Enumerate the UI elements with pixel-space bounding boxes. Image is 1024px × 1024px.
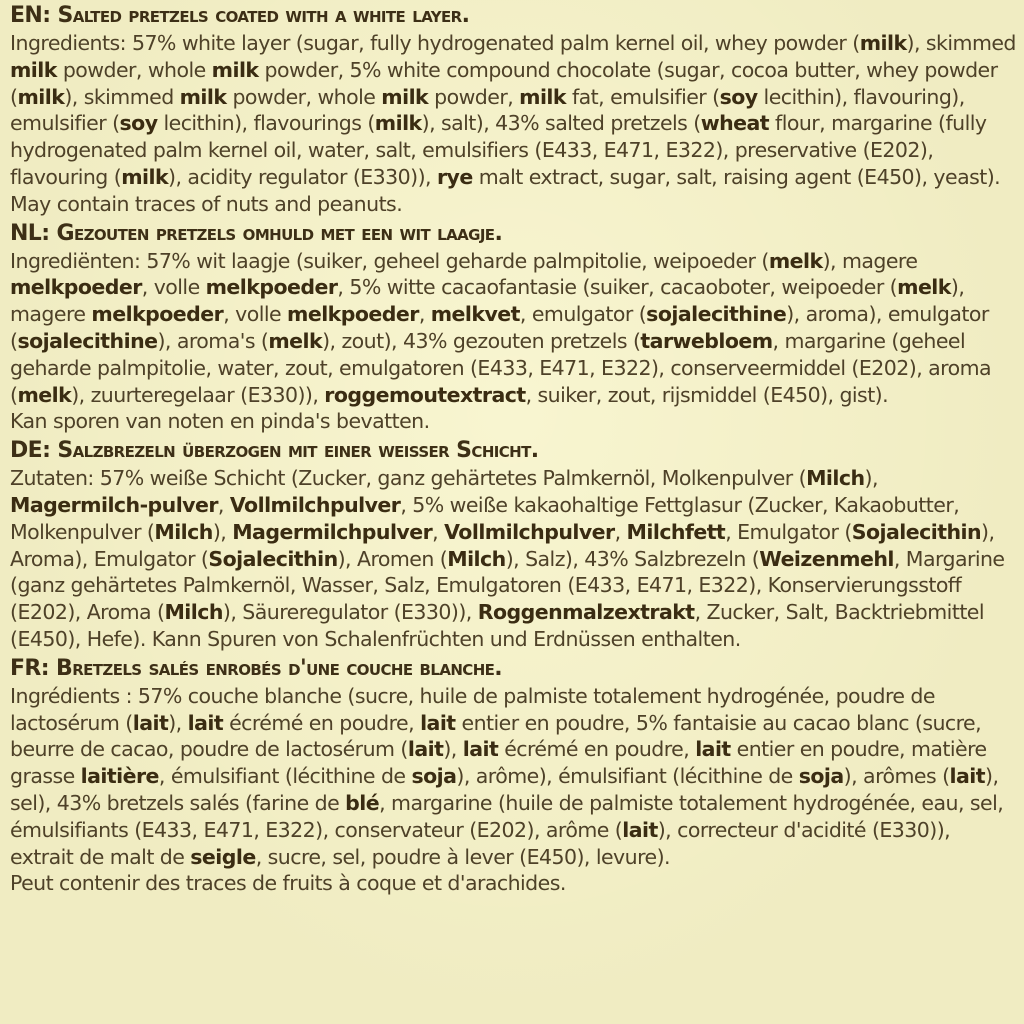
ingredient-text: powder, whole	[226, 84, 382, 109]
allergen-term: tarwebloem	[640, 328, 773, 353]
ingredient-text: ), correcteur d'acidité (E330)), extrait de malt de	[10, 817, 951, 869]
ingredient-text: ), arômes (	[843, 764, 950, 789]
ingredient-text: , émulsifiant (lécithine de	[158, 764, 412, 789]
ingredients-text	[10, 248, 1018, 409]
allergen-term: melkpoeder	[205, 275, 338, 300]
allergen-term: seigle	[190, 844, 256, 869]
allergen-term: lait	[132, 710, 169, 735]
allergen-term: Milch	[806, 466, 865, 491]
allergen-term: Milch	[154, 519, 213, 544]
ingredient-text: ,	[432, 519, 445, 544]
allergen-term: Sojalecithin	[851, 519, 982, 544]
allergen-term: Sojalecithin	[208, 546, 338, 571]
ingredient-text: , sucre, sel, poudre à lever (E450), levure).	[255, 844, 670, 869]
ingredients-text	[10, 30, 1018, 218]
ingredient-text: ), skimmed	[906, 31, 1016, 55]
allergen-term: soja	[798, 764, 844, 789]
allergen-term: Weizenmehl	[759, 546, 894, 571]
ingredient-text: ,	[614, 519, 627, 544]
allergen-term: laitière	[80, 764, 159, 789]
allergen-term: lait	[420, 710, 456, 735]
ingredient-text: ), magere	[822, 248, 918, 273]
allergen-term: lait	[949, 764, 986, 789]
ingredient-text: powder, whole	[56, 57, 212, 82]
ingredient-text: entier en poudre, matière grasse	[10, 737, 987, 789]
allergen-term: lait	[187, 710, 224, 735]
ingredient-text: powder, 5% white compound chocolate (sugar, cocoa butter, whey powder (	[10, 57, 998, 109]
allergen-term: soy	[119, 111, 158, 136]
ingredient-text: ), zout), 43% gezouten pretzels (	[322, 328, 641, 353]
section-de	[10, 437, 1018, 653]
allergen-term: melkpoeder	[91, 302, 224, 327]
ingredient-text: , margarine (geheel geharde palmpitolie, water, zout, emulgatoren (E433, E471, E322), conserveermiddel (E202), aroma (	[10, 328, 992, 407]
ingredient-text: Ingrediënten: 57% wit laagje (suiker, geheel geharde palmpitolie, weipoeder (	[10, 248, 769, 273]
ingredients-text	[10, 683, 1018, 871]
ingredient-text: ), magere	[10, 275, 965, 327]
allergen-term: soy	[719, 84, 758, 109]
ingredient-text: powder,	[428, 84, 520, 109]
allergen-term: roggemoutextract	[324, 382, 526, 407]
allergen-term: Vollmilchpulver	[229, 492, 401, 517]
allergen-term: wheat	[700, 111, 770, 136]
allergen-term: melkpoeder	[10, 275, 142, 300]
language-code: EN:	[10, 3, 51, 28]
ingredient-text: ,	[418, 302, 431, 327]
allergen-term: Milchfett	[626, 519, 726, 544]
ingredient-text: ),	[864, 466, 878, 491]
allergen-term: milk	[179, 84, 227, 109]
ingredient-text: Zutaten: 57% weiße Schicht (Zucker, ganz gehärtetes Palmkernöl, Molkenpulver (	[10, 466, 807, 491]
allergen-term: milk	[519, 84, 566, 109]
ingredient-text: , volle	[141, 275, 206, 300]
allergen-term: melk	[17, 382, 72, 407]
ingredient-text: flour, margarine (fully hydrogenated palm kernel oil, water, salt, emulsifiers (E433, E471, E322), preservative (E202), flavouring (	[10, 111, 987, 189]
language-code: NL:	[10, 220, 50, 246]
ingredient-text: entier en poudre, 5% fantaisie au cacao blanc (sucre, beurre de cacao, poudre de lactosérum (	[10, 710, 982, 762]
allergen-term: Vollmilchpulver	[444, 519, 615, 544]
ingredient-text: ), acidity regulator (E330)),	[168, 164, 437, 189]
allergen-term: Milch	[164, 600, 223, 625]
ingredient-text: ),	[168, 710, 188, 735]
allergen-term: sojalecithine	[646, 302, 787, 327]
ingredient-text: ), Aromen (	[337, 546, 448, 571]
allergen-term: melk	[897, 275, 951, 300]
product-title: Bretzels salés enrobés d'une couche blanche.	[56, 655, 503, 681]
ingredient-text: , Zucker, Salt, Backtriebmittel (E450), Hefe). Kann Spuren von Schalenfrüchten und Erdnüssen enthalten.	[10, 600, 985, 651]
product-title: Salted pretzels coated with a white layer.	[57, 3, 470, 28]
allergen-term: milk	[10, 57, 57, 82]
ingredients-text	[10, 465, 1018, 653]
ingredient-text: Ingrédients : 57% couche blanche (sucre, huile de palmiste totalement hydrogénée, poudre de lactosérum (	[10, 683, 935, 735]
ingredient-text: , suiker, zout, rijsmiddel (E450), gist).	[525, 382, 889, 407]
allergen-term: rye	[437, 164, 473, 189]
ingredient-text: ), zuurteregelaar (E330)),	[71, 382, 325, 407]
section-nl	[10, 220, 1018, 436]
allergen-term: sojalecithine	[17, 328, 158, 353]
allergen-term: milk	[374, 111, 422, 136]
ingredient-text: Ingredients: 57% white layer (sugar, fully hydrogenated palm kernel oil, whey powder (	[10, 31, 860, 55]
ingredient-text: , Emulgator (	[725, 519, 852, 544]
section-heading	[10, 2, 1018, 30]
allergen-term: Milch	[447, 546, 506, 571]
allergen-term: Roggenmalzextrakt	[477, 600, 695, 625]
allergen-term: melk	[268, 328, 323, 353]
ingredient-text: ), skimmed	[64, 84, 180, 109]
product-title: Gezouten pretzels omhuld met een wit laagje.	[56, 220, 503, 246]
ingredient-text: fat, emulsifier (	[566, 84, 720, 109]
ingredient-text: ),	[443, 737, 463, 762]
ingredient-text: ,	[217, 492, 230, 517]
ingredient-text: écrémé en poudre,	[498, 737, 696, 762]
ingredient-text: , margarine (huile de palmiste totalement hydrogénée, eau, sel, émulsifiants (E433, E471, E322), conservateur (E202), arôme (	[10, 790, 1004, 842]
allergen-term: melkpoeder	[287, 302, 419, 327]
allergen-term: blé	[345, 790, 380, 815]
allergen-term: Magermilchpulver	[232, 519, 433, 544]
allergen-note: Kan sporen van noten en pinda's bevatten.	[10, 409, 430, 434]
allergen-term: lait	[407, 737, 444, 762]
allergen-term: soja	[411, 764, 457, 789]
ingredient-text: ), arôme), émulsifiant (lécithine de	[456, 764, 799, 789]
allergen-term: lait	[462, 737, 499, 762]
ingredient-text: ), Aroma), Emulgator (	[10, 519, 995, 571]
allergen-term: melkvet	[430, 302, 520, 327]
section-heading	[10, 220, 1018, 248]
ingredient-text: , volle	[223, 302, 288, 327]
ingredient-text: , 5% witte cacaofantasie (suiker, cacaoboter, weipoeder (	[337, 275, 898, 300]
ingredient-text: , 5% weiße kakaohaltige Fettglasur (Zucker, Kakaobutter, Molkenpulver (	[10, 492, 960, 544]
ingredient-text: lecithin), flavourings (	[157, 111, 375, 136]
allergen-term: melk	[768, 248, 823, 273]
ingredient-text: ), Säureregulator (E330)),	[222, 600, 478, 625]
section-fr	[10, 655, 1018, 897]
allergen-term: milk	[121, 164, 169, 189]
section-heading	[10, 437, 1018, 465]
ingredient-text: malt extract, sugar, salt, raising agent (E450), yeast). May contain traces of nuts and peanuts.	[10, 164, 1001, 216]
ingredient-text: lecithin), flavouring), emulsifier (	[10, 84, 965, 136]
allergen-term: milk	[17, 84, 65, 109]
ingredient-text: ), aroma's (	[157, 328, 269, 353]
ingredient-text: , Margarine (ganz gehärtetes Palmkernöl, Wasser, Salz, Emulgatoren (E433, E471, E322), Konservierungsstoff (E202), Aroma (	[10, 546, 1005, 625]
language-code: DE:	[10, 438, 51, 464]
section-heading	[10, 655, 1018, 683]
allergen-term: milk	[211, 57, 259, 82]
allergen-term: Magermilch-pulver	[10, 492, 218, 517]
ingredient-text: , emulgator (	[519, 302, 647, 327]
allergen-term: milk	[859, 31, 907, 55]
allergen-term: milk	[381, 84, 429, 109]
section-en	[10, 2, 1018, 218]
allergen-term: lait	[695, 737, 731, 762]
ingredient-text: ), Salz), 43% Salzbrezeln (	[505, 546, 760, 571]
ingredient-text: ),	[212, 519, 233, 544]
ingredient-text: écrémé en poudre,	[223, 710, 421, 735]
ingredient-text: ), aroma), emulgator (	[10, 302, 989, 353]
ingredient-text: ), salt), 43% salted pretzels (	[421, 111, 701, 136]
allergen-note: Peut contenir des traces de fruits à coque et d'arachides.	[10, 871, 566, 896]
product-title: Salzbrezeln überzogen mit einer weisser Schicht.	[57, 438, 539, 464]
allergen-term: lait	[622, 817, 658, 842]
language-code: FR:	[10, 655, 49, 681]
ingredient-text: ), sel), 43% bretzels salés (farine de	[10, 764, 999, 815]
